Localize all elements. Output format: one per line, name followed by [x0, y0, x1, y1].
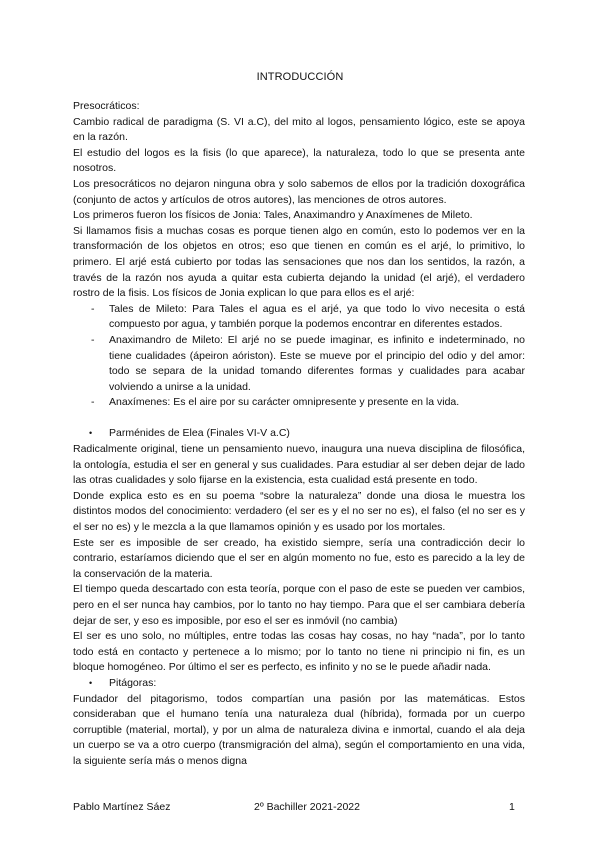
bullet-icon: • — [89, 677, 93, 688]
paragraph: Donde explica esto es en su poema “sobre la naturaleza” donde una diosa le muestra los distintos modos del conocimiento: verdadero (el ser es y el no ser no es), el falso (el no ser es y el ser no es) y le mezcla a la que llamamos opinión y es usado por los mortales. — [73, 489, 525, 534]
paragraph: El estudio del logos es la fisis (lo que aparece), la naturaleza, todo lo que se presenta ante nosotros. — [73, 146, 525, 175]
spacer — [73, 411, 525, 427]
bullet-icon: • — [89, 428, 93, 439]
paragraph: Los primeros fueron los físicos de Jonia: Tales, Anaximandro y Anaxímenes de Mileto. — [73, 209, 473, 222]
paragraph: Este ser es imposible de ser creado, ha existido siempre, sería una contradicción decir lo contrario, estaríamos diciendo que el ser en algún momento no fue, esto es parecido a la ley de la conservación de la materia. — [73, 536, 525, 580]
section-heading-text: Parménides de Elea (Finales VI-V a.C) — [109, 427, 290, 440]
section-heading-text: Pitágoras: — [109, 676, 157, 689]
list-item: - Tales de Mileto: Para Tales el agua es el arjé, ya que todo lo vivo necesita o está compuesto por agua, y también porque la podemos encontrar en diferentes estados. — [73, 302, 525, 333]
page-number: 1 — [509, 801, 515, 813]
paragraph: Radicalmente original, tiene un pensamiento nuevo, inaugura una nueva disciplina de filosófica, la ontología, estudia el ser en general y sus cualidades. Para estudiar al ser deben dejar de lado las otras cualidades y solo fijarse en la existencia, esta cualidad está presente en todo. — [73, 443, 525, 487]
paragraph: Fundador del pitagorismo, todos compartían una pasión por las matemáticas. Estos consideraban que el humano tenía una naturaleza dual (híbrida), formada por un cuerpo corruptible (material, mortal), y por un alma de naturaleza divina e inmortal, cuando el ala deja un cuerpo se va a otro cuerpo (transmigración del alma), según el comportamiento en una vida, la siguiente sería más o menos digna — [73, 692, 525, 767]
section-heading-presocraticos: Presocráticos: — [73, 100, 140, 112]
paragraph: Si llamamos fisis a muchas cosas es porque tienen algo en común, esto lo podemos ver en la transformación de los objetos en otros; eso que tienen en común es el arjé, lo primitivo, lo primero. El arjé está cubierto por todas las sensaciones que nos dan los sentidos, la razón, a través de la razón nos ayuda a quitar esta cubierta dejando la unidad (el arjé), el verdadero rostro de la fisis. Los físicos de Jonia explican lo que para ellos es el arjé: — [73, 224, 525, 300]
philosopher-list — [73, 302, 525, 411]
list-item: - Anaximandro de Mileto: El arjé no se puede imaginar, es infinito e indeterminado, no tiene cualidades (ápeiron aóriston). Este se mueve por el principio del odio y del amor: todo se separa de la unidad tomando diferentes formas y cualidades para acabar volviendo a unirse a la unidad. — [73, 333, 525, 395]
list-item: - Anaxímenes: Es el aire por su carácter omnipresente y presente en la vida. — [73, 395, 525, 411]
paragraph: El ser es uno solo, no múltiples, entre todas las cosas hay cosas, no hay “nada”, por lo tanto todo está en contacto y pertenece a lo mismo; por lo tanto no tiene ni principio ni fin, es un bloque homogéneo. Por último el ser es perfecto, es infinito y no se le puede añadir nada. — [73, 630, 525, 674]
paragraph: Cambio radical de paradigma (S. VI a.C), del mito al logos, pensamiento lógico, este se apoya en la razón. — [73, 115, 525, 144]
page-title: INTRODUCCIÓN — [256, 71, 344, 83]
paragraph: Los presocráticos no dejaron ninguna obra y solo sabemos de ellos por la tradición doxográfica (conjunto de actos y artículos de otros autores), las menciones de otros autores. — [73, 177, 525, 206]
document-body — [73, 99, 525, 770]
footer-author: Pablo Martínez Sáez — [73, 801, 171, 813]
paragraph: El tiempo queda descartado con esta teoría, porque con el paso de este se pueden ver cambios, pero en el ser nunca hay cambios, por lo tanto no hay tiempo. Para que el ser cambiara debería dejar de ser, y eso es imposible, por eso el ser es inmóvil (no cambia) — [73, 583, 525, 627]
section-heading-pitagoras — [73, 676, 525, 692]
footer-course: 2º Bachiller 2021-2022 — [254, 801, 360, 813]
section-heading-parmenides — [73, 426, 525, 442]
